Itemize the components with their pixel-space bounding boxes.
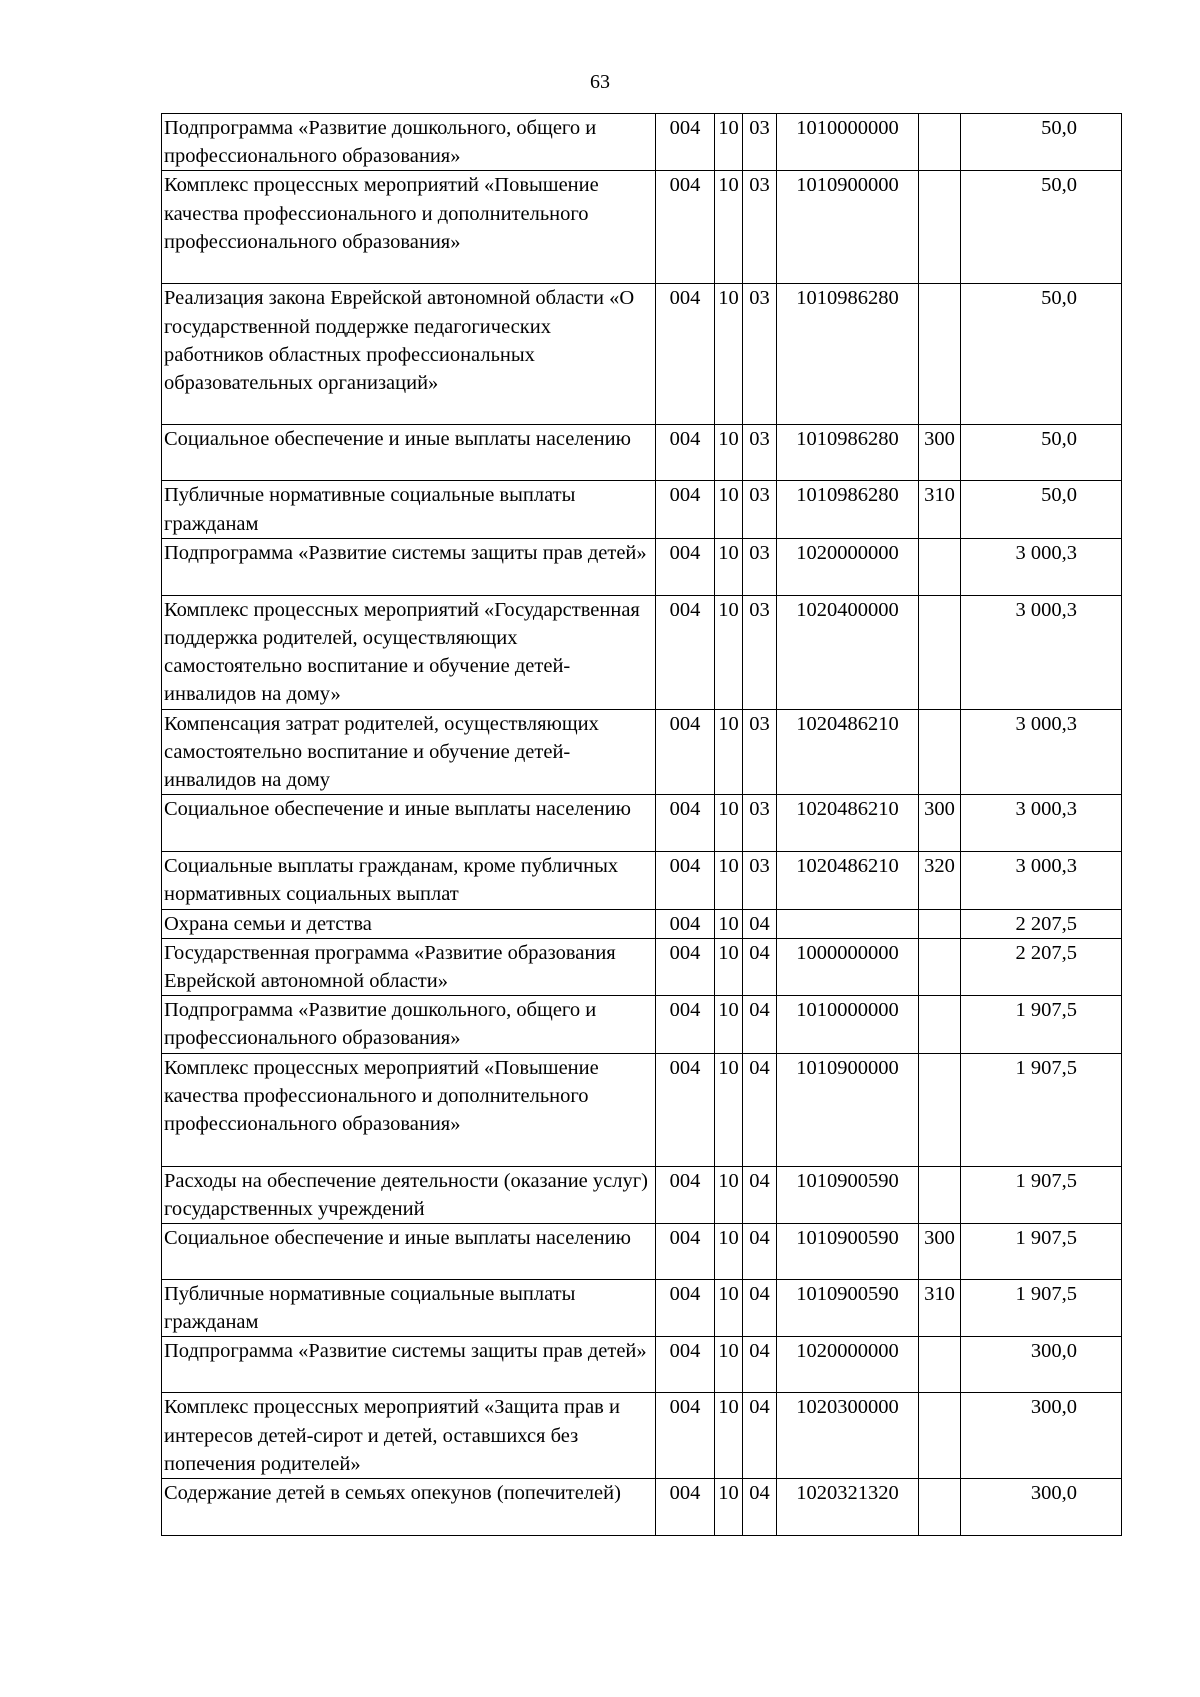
- row-vr: [919, 1393, 961, 1479]
- row-sum: 50,0: [961, 284, 1122, 425]
- row-sum: 50,0: [961, 171, 1122, 284]
- table-row: [162, 114, 1122, 171]
- row-vr: [919, 538, 961, 595]
- row-vr: 300: [919, 795, 961, 852]
- row-sum: 2 207,5: [961, 909, 1122, 938]
- row-csr: 1010900590: [777, 1224, 919, 1280]
- row-csr: 1010986280: [777, 425, 919, 481]
- row-rz: 10: [715, 595, 743, 709]
- row-vr: 300: [919, 1224, 961, 1280]
- row-vr: [919, 1479, 961, 1536]
- table-row: [162, 425, 1122, 481]
- row-vr: [919, 595, 961, 709]
- row-pr: 04: [743, 1479, 777, 1536]
- row-name: Публичные нормативные социальные выплаты гражданам: [162, 481, 656, 538]
- row-grbs: 004: [656, 595, 715, 709]
- row-vr: [919, 996, 961, 1053]
- row-vr: [919, 1053, 961, 1166]
- row-pr: 03: [743, 595, 777, 709]
- row-sum: 3 000,3: [961, 595, 1122, 709]
- row-vr: 320: [919, 852, 961, 909]
- row-pr: 03: [743, 284, 777, 425]
- table-row: [162, 595, 1122, 709]
- row-rz: 10: [715, 1479, 743, 1536]
- row-csr: 1010986280: [777, 481, 919, 538]
- row-rz: 10: [715, 1053, 743, 1166]
- row-name: Подпрограмма «Развитие дошкольного, общего и профессионального образования»: [162, 996, 656, 1053]
- row-rz: 10: [715, 284, 743, 425]
- row-csr: 1020321320: [777, 1479, 919, 1536]
- row-rz: 10: [715, 1224, 743, 1280]
- row-csr: 1010000000: [777, 996, 919, 1053]
- row-sum: 3 000,3: [961, 538, 1122, 595]
- row-sum: 50,0: [961, 481, 1122, 538]
- row-rz: 10: [715, 1280, 743, 1337]
- table-row: [162, 171, 1122, 284]
- row-rz: 10: [715, 909, 743, 938]
- row-grbs: 004: [656, 1053, 715, 1166]
- table-row: [162, 909, 1122, 938]
- row-name: Расходы на обеспечение деятельности (оказание услуг) государственных учреждений: [162, 1166, 656, 1223]
- row-name: Компенсация затрат родителей, осуществляющих самостоятельно воспитание и обучение детей-инвалидов на дому: [162, 709, 656, 795]
- table-row: [162, 1166, 1122, 1223]
- row-csr: 1010986280: [777, 284, 919, 425]
- row-sum: 3 000,3: [961, 795, 1122, 852]
- row-rz: 10: [715, 1393, 743, 1479]
- row-rz: 10: [715, 1337, 743, 1393]
- row-sum: 1 907,5: [961, 1224, 1122, 1280]
- row-sum: 3 000,3: [961, 852, 1122, 909]
- row-grbs: 004: [656, 938, 715, 995]
- row-vr: [919, 171, 961, 284]
- row-name: Подпрограмма «Развитие дошкольного, общего и профессионального образования»: [162, 114, 656, 171]
- row-rz: 10: [715, 996, 743, 1053]
- row-grbs: 004: [656, 852, 715, 909]
- row-csr: 1010900000: [777, 171, 919, 284]
- row-name: Комплекс процессных мероприятий «Повышение качества профессионального и дополнительного профессионального образования»: [162, 171, 656, 284]
- row-grbs: 004: [656, 1337, 715, 1393]
- row-rz: 10: [715, 795, 743, 852]
- row-rz: 10: [715, 538, 743, 595]
- table-row: [162, 538, 1122, 595]
- row-name: Социальные выплаты гражданам, кроме публичных нормативных социальных выплат: [162, 852, 656, 909]
- row-csr: 1020400000: [777, 595, 919, 709]
- row-grbs: 004: [656, 425, 715, 481]
- row-rz: 10: [715, 425, 743, 481]
- row-rz: 10: [715, 1166, 743, 1223]
- row-vr: [919, 1337, 961, 1393]
- row-pr: 03: [743, 538, 777, 595]
- table-row: [162, 795, 1122, 852]
- row-name: Подпрограмма «Развитие системы защиты прав детей»: [162, 538, 656, 595]
- table-row: [162, 1337, 1122, 1393]
- row-csr: 1010900000: [777, 1053, 919, 1166]
- row-vr: [919, 909, 961, 938]
- row-vr: 300: [919, 425, 961, 481]
- row-csr: 1020300000: [777, 1393, 919, 1479]
- table-body: [162, 114, 1122, 1536]
- row-pr: 03: [743, 795, 777, 852]
- row-pr: 03: [743, 481, 777, 538]
- row-vr: [919, 709, 961, 795]
- row-rz: 10: [715, 709, 743, 795]
- row-grbs: 004: [656, 171, 715, 284]
- row-vr: [919, 1166, 961, 1223]
- table-row: [162, 284, 1122, 425]
- row-rz: 10: [715, 938, 743, 995]
- table-row: [162, 709, 1122, 795]
- table-row: [162, 852, 1122, 909]
- row-sum: 1 907,5: [961, 996, 1122, 1053]
- table-row: [162, 1053, 1122, 1166]
- row-pr: 03: [743, 425, 777, 481]
- row-name: Охрана семьи и детства: [162, 909, 656, 938]
- row-name: Социальное обеспечение и иные выплаты населению: [162, 1224, 656, 1280]
- row-pr: 03: [743, 852, 777, 909]
- row-grbs: 004: [656, 709, 715, 795]
- row-pr: 04: [743, 1337, 777, 1393]
- row-name: Подпрограмма «Развитие системы защиты прав детей»: [162, 1337, 656, 1393]
- row-pr: 03: [743, 709, 777, 795]
- row-rz: 10: [715, 852, 743, 909]
- row-csr: 1020000000: [777, 1337, 919, 1393]
- row-csr: 1020486210: [777, 709, 919, 795]
- row-grbs: 004: [656, 114, 715, 171]
- row-sum: 1 907,5: [961, 1280, 1122, 1337]
- row-grbs: 004: [656, 1166, 715, 1223]
- row-csr: 1010900590: [777, 1166, 919, 1223]
- row-rz: 10: [715, 481, 743, 538]
- table-row: [162, 1280, 1122, 1337]
- row-grbs: 004: [656, 996, 715, 1053]
- row-name: Реализация закона Еврейской автономной области «О государственной поддержке педагогических работников областных профессиональных образовательных организаций»: [162, 284, 656, 425]
- row-csr: 1020486210: [777, 795, 919, 852]
- row-sum: 300,0: [961, 1479, 1122, 1536]
- row-vr: 310: [919, 481, 961, 538]
- row-sum: 50,0: [961, 114, 1122, 171]
- row-pr: 03: [743, 114, 777, 171]
- row-grbs: 004: [656, 1280, 715, 1337]
- row-csr: 1020000000: [777, 538, 919, 595]
- row-grbs: 004: [656, 481, 715, 538]
- page-number: 63: [590, 71, 610, 93]
- budget-table: [161, 113, 1122, 1536]
- row-pr: 04: [743, 909, 777, 938]
- row-sum: 2 207,5: [961, 938, 1122, 995]
- row-csr: 1020486210: [777, 852, 919, 909]
- row-vr: 310: [919, 1280, 961, 1337]
- row-name: Комплекс процессных мероприятий «Государственная поддержка родителей, осуществляющих самостоятельно воспитание и обучение детей-инвалидов на дому»: [162, 595, 656, 709]
- row-name: Публичные нормативные социальные выплаты гражданам: [162, 1280, 656, 1337]
- row-pr: 04: [743, 1224, 777, 1280]
- row-rz: 10: [715, 114, 743, 171]
- row-pr: 04: [743, 996, 777, 1053]
- row-grbs: 004: [656, 284, 715, 425]
- row-grbs: 004: [656, 1224, 715, 1280]
- row-grbs: 004: [656, 909, 715, 938]
- row-sum: 300,0: [961, 1393, 1122, 1479]
- row-grbs: 004: [656, 538, 715, 595]
- row-sum: 300,0: [961, 1337, 1122, 1393]
- table-row: [162, 1393, 1122, 1479]
- table-row: [162, 1224, 1122, 1280]
- row-sum: 3 000,3: [961, 709, 1122, 795]
- row-sum: 1 907,5: [961, 1166, 1122, 1223]
- row-csr: 1000000000: [777, 938, 919, 995]
- row-csr: 1010900590: [777, 1280, 919, 1337]
- row-sum: 50,0: [961, 425, 1122, 481]
- row-sum: 1 907,5: [961, 1053, 1122, 1166]
- row-csr: [777, 909, 919, 938]
- row-pr: 04: [743, 938, 777, 995]
- table-row: [162, 996, 1122, 1053]
- row-vr: [919, 114, 961, 171]
- table-row: [162, 1479, 1122, 1536]
- row-vr: [919, 284, 961, 425]
- row-pr: 04: [743, 1053, 777, 1166]
- row-pr: 04: [743, 1393, 777, 1479]
- row-pr: 04: [743, 1280, 777, 1337]
- row-name: Государственная программа «Развитие образования Еврейской автономной области»: [162, 938, 656, 995]
- table-row: [162, 938, 1122, 995]
- row-pr: 04: [743, 1166, 777, 1223]
- row-name: Социальное обеспечение и иные выплаты населению: [162, 795, 656, 852]
- row-vr: [919, 938, 961, 995]
- row-csr: 1010000000: [777, 114, 919, 171]
- row-grbs: 004: [656, 1479, 715, 1536]
- row-name: Социальное обеспечение и иные выплаты населению: [162, 425, 656, 481]
- row-grbs: 004: [656, 795, 715, 852]
- row-grbs: 004: [656, 1393, 715, 1479]
- row-name: Содержание детей в семьях опекунов (попечителей): [162, 1479, 656, 1536]
- row-name: Комплекс процессных мероприятий «Защита прав и интересов детей-сирот и детей, оставшихся без попечения родителей»: [162, 1393, 656, 1479]
- row-pr: 03: [743, 171, 777, 284]
- table-row: [162, 481, 1122, 538]
- row-name: Комплекс процессных мероприятий «Повышение качества профессионального и дополнительного профессионального образования»: [162, 1053, 656, 1166]
- row-rz: 10: [715, 171, 743, 284]
